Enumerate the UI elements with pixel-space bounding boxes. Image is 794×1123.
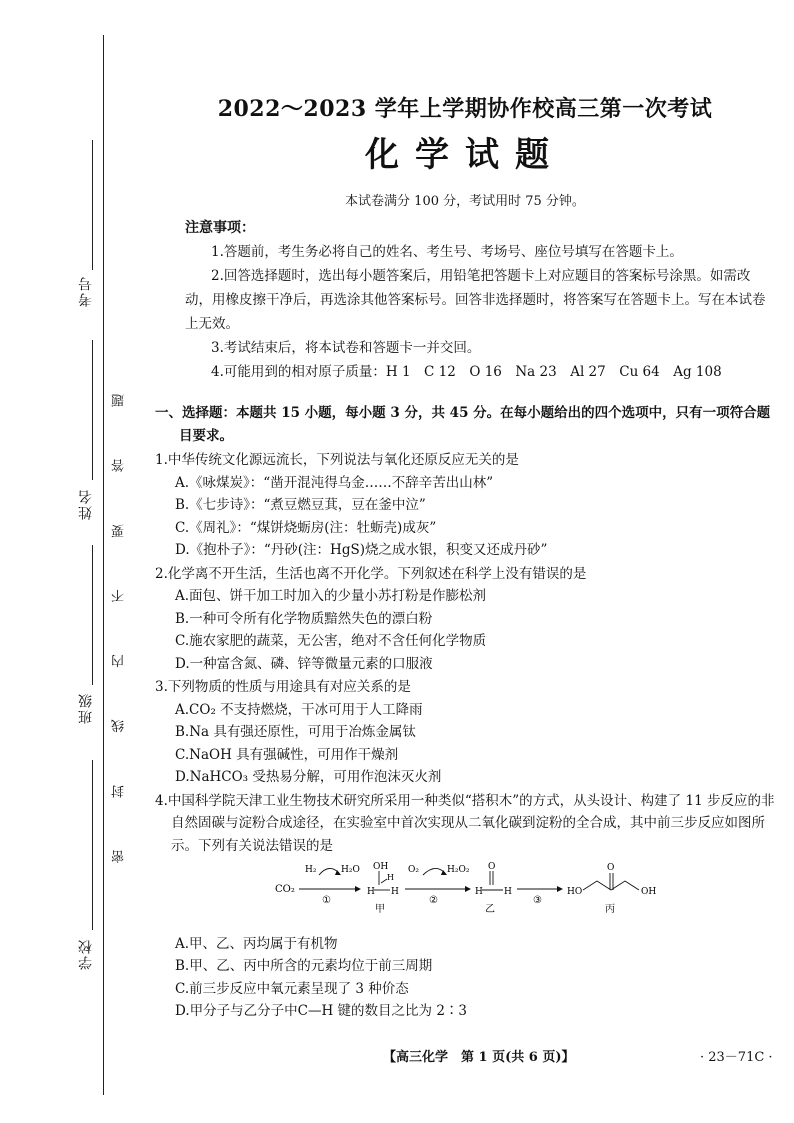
compound-yi-label: 乙 (485, 904, 495, 915)
option-d: D.一种富含氮、磷、锌等微量元素的口服液 (175, 655, 433, 672)
option-a: A.甲、乙、丙均属于有机物 (175, 935, 338, 952)
dha-ho: HO (567, 887, 583, 897)
option-a: A.面包、饼干加工时加入的少量小苏打粉是作膨松剂 (175, 588, 487, 604)
dha-o: O (607, 863, 615, 873)
subject-title: 化学试题 (365, 135, 565, 175)
question-stem: 1.中华传统文化源远流长，下列说法与氧化还原反应无关的是 (155, 452, 519, 468)
option-d: D.甲分子与乙分子中C—H 键的数目之比为 2∶3 (175, 1003, 467, 1019)
class-label: 班级 (78, 692, 94, 724)
exam-title: 2022～2023 学年上学期协作校高三第一次考试 (217, 96, 713, 122)
step1-label: ① (322, 895, 331, 906)
exam-number-label: 考号 (78, 275, 94, 307)
carbon-chain (583, 881, 639, 890)
option-a: A.《咏煤炭》：“凿开混沌得乌金……不辞辛苦出山林” (175, 474, 494, 491)
step2-label: ② (429, 895, 438, 906)
arrowhead (465, 886, 471, 892)
methanol-h: H (367, 887, 375, 897)
notice-list (155, 240, 775, 384)
formaldehyde-h: H (504, 887, 512, 897)
notice-item: 1.答题前，考生务必将自己的姓名、考生号、考场号、座位号填写在答题卡上。 (211, 244, 683, 260)
question-4 (155, 790, 775, 1023)
question-2 (155, 563, 775, 676)
school-label: 学校 (78, 938, 94, 970)
option-d: D.NaHCO₃ 受热易分解，可用作泡沫灭火剂 (175, 769, 442, 785)
binding-margin (0, 0, 150, 1123)
step3-label: ③ (533, 895, 542, 906)
h2o-byproduct: H₂O (341, 865, 360, 875)
methanol-oh: OH (373, 862, 389, 872)
exam-content (155, 92, 775, 1023)
co2-label: CO₂ (275, 884, 295, 895)
h2-reagent: H₂ (305, 865, 317, 875)
h2o2-byproduct: H₂O₂ (447, 865, 470, 875)
option-a: A.CO₂ 不支持燃烧，干冰可用于人工降雨 (175, 701, 423, 718)
compound-jia-label: 甲 (375, 904, 385, 915)
compound-bing-label: 丙 (605, 904, 615, 915)
dha-oh: OH (641, 887, 657, 897)
option-b: B.一种可令所有化学物质黯然失色的漂白粉 (175, 610, 433, 627)
option-b: B.甲、乙、丙中所含的元素均位于前三周期 (175, 958, 433, 974)
option-c: C.NaOH 具有强碱性，可用作干燥剂 (175, 746, 399, 763)
notice-heading: 注意事项： (185, 220, 255, 236)
o2-reagent: O₂ (408, 865, 419, 875)
field-blank-line (92, 340, 93, 480)
methanol-h: H (387, 873, 394, 882)
option-c: C.《周礼》：“煤饼烧蛎房(注：牡蛎壳)成灰” (175, 519, 437, 536)
page-info: 【高三化学 第 1 页(共 6 页)】 (383, 1050, 575, 1065)
field-blank-line (92, 760, 93, 930)
reaction-scheme (275, 859, 695, 919)
notice-item: 3.考试结束后，将本试卷和答题卡一并交回。 (211, 340, 481, 356)
question-3 (155, 676, 775, 789)
option-c: C.施农家肥的蔬菜，无公害，绝对不含任何化学物质 (175, 633, 487, 649)
binding-line (103, 35, 104, 1095)
section-heading (155, 402, 775, 448)
option-b: B.Na 具有强还原性，可用于冶炼金属钛 (175, 724, 416, 740)
field-blank-line (92, 545, 93, 685)
field-blank-line (92, 140, 93, 270)
seal-warning-text: 密 封 线 内 不 要 答 题 (112, 370, 127, 863)
option-c: C.前三步反应中氧元素呈现了 3 种价态 (175, 980, 409, 997)
arrowhead (557, 886, 563, 892)
name-label: 姓名 (78, 488, 94, 520)
option-b: B.《七步诗》：“煮豆燃豆萁，豆在釜中泣” (175, 497, 426, 513)
formaldehyde-o: O (488, 862, 496, 872)
question-1 (155, 449, 775, 562)
option-d: D.《抱朴子》：“丹砂(注：HgS)烧之成水银，积变又还成丹砂” (175, 542, 548, 558)
arrowhead (355, 886, 361, 892)
section-lead: 一、选择题：本题共 15 小题，每小题 3 分，共 45 分。在每小题给出的四个选项中，只有一项符合题目要求。 (155, 405, 771, 444)
formaldehyde-h: H (475, 887, 483, 897)
notice-item: 4.可能用到的相对原子质量：H 1 C 12 O 16 Na 23 Al 27 Cu 64 Ag 108 (211, 364, 722, 380)
notice-item: 2.回答选择题时，选出每小题答案后，用铅笔把答题卡上对应题目的答案标号涂黑。如需改动，用橡皮擦干净后，再选涂其他答案标号。回答非选择题时，将答案写在答题卡上。写在本试卷上无效。 (185, 268, 766, 332)
question-stem: 2.化学离不开生活，生活也离不开化学。下列叙述在科学上没有错误的是 (155, 565, 587, 582)
paper-code: · 23－71C · (700, 1050, 773, 1065)
score-time-info: 本试卷满分 100 分，考试用时 75 分钟。 (345, 194, 585, 209)
methanol-h: H (391, 887, 399, 897)
question-stem: 4.中国科学院天津工业生物技术研究所采用一种类似“搭积木”的方式，从头设计、构建了 11 步反应的非自然固碳与淀粉合成途径，在实验室中首次实现从二氧化碳到淀粉的全合成，其中前三步反应如图所示。下列有关说法错误的是 (155, 792, 775, 854)
question-stem: 3.下列物质的性质与用途具有对应关系的是 (155, 679, 411, 695)
